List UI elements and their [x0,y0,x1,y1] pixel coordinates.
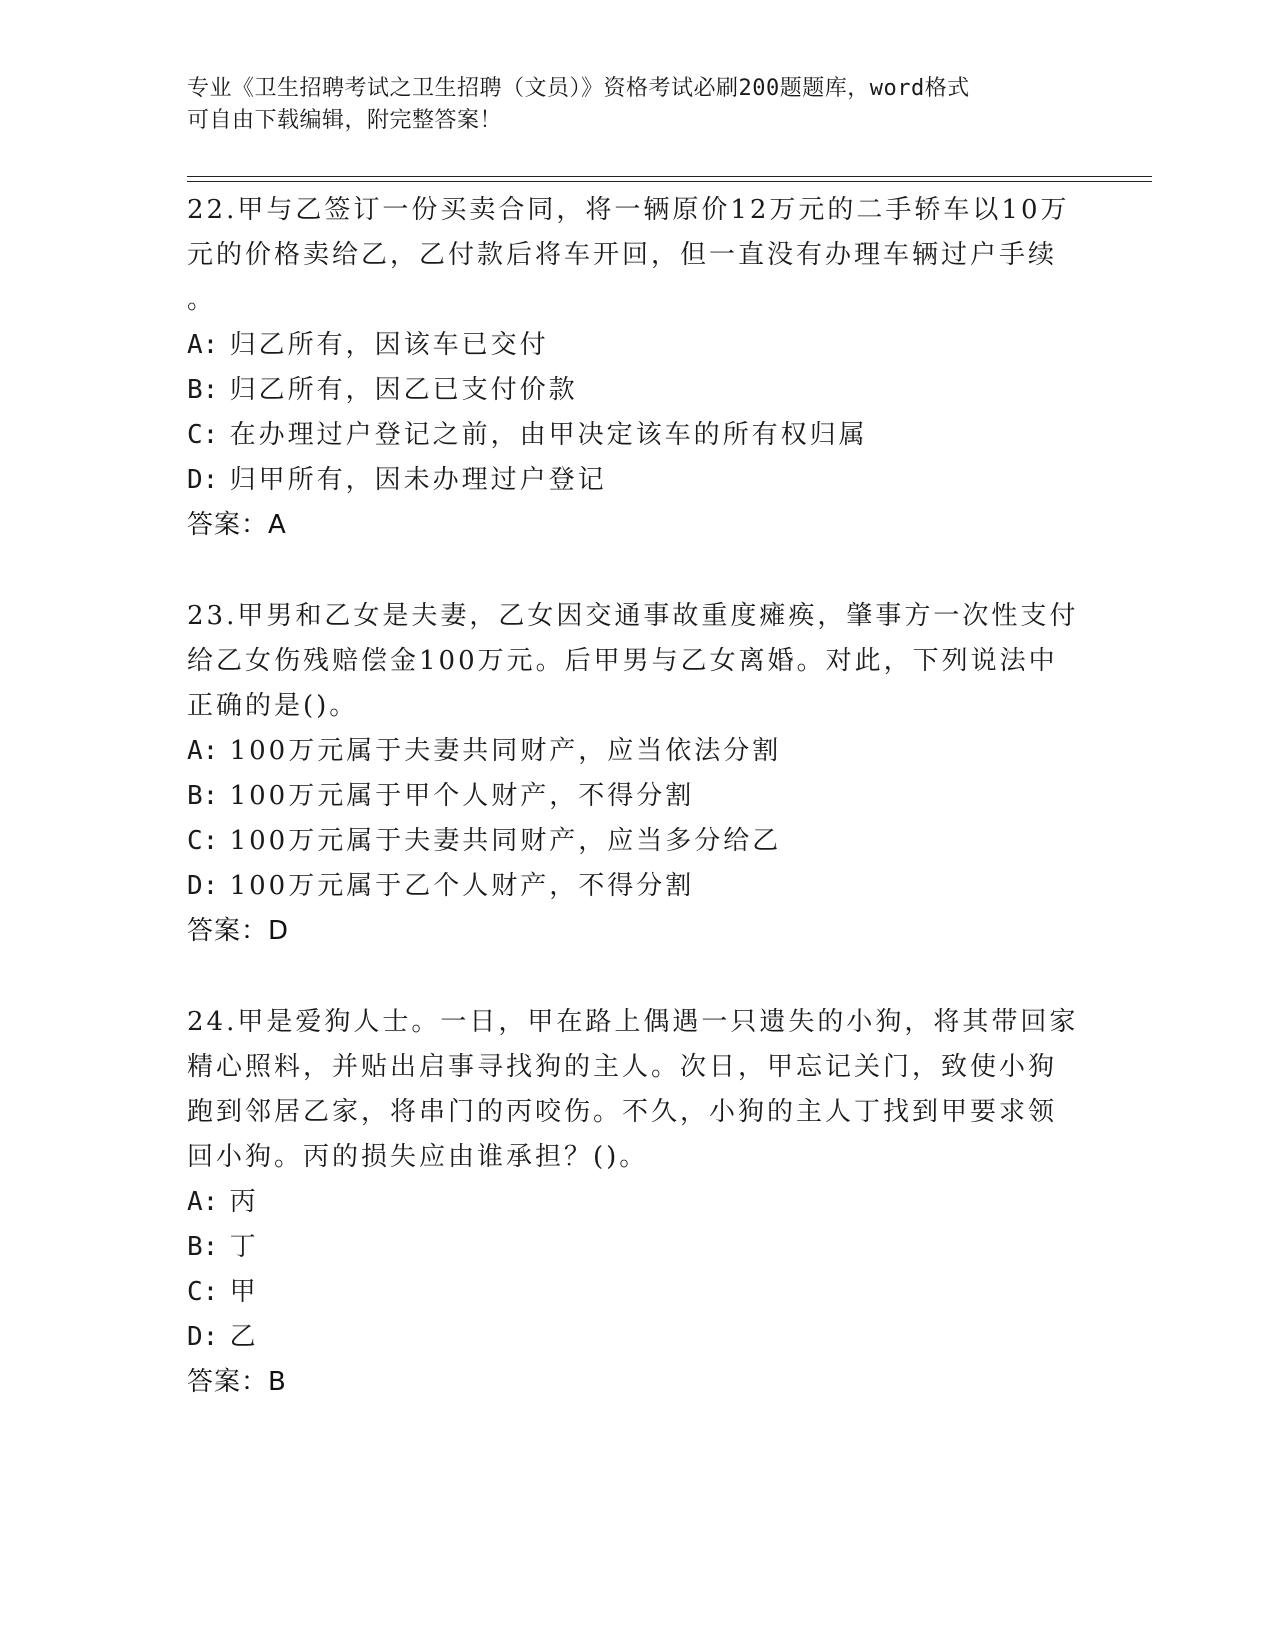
option-b [187,774,1087,819]
option-text: 在办理过户登记之前，由甲决定该车的所有权归属 [229,420,868,450]
option-letter: C: [187,1277,219,1307]
option-text: 100万元属于夫妻共同财产，应当多分给乙 [229,826,782,856]
document-header [187,73,1067,137]
option-a [187,323,1087,368]
option-a [187,729,1087,774]
option-letter: B: [187,375,219,405]
option-letter: B: [187,781,219,811]
option-c [187,819,1087,864]
option-letter: C: [187,420,219,450]
header-divider-top [187,176,1152,177]
option-text: 乙 [229,1322,259,1352]
question-spacer [187,548,1087,594]
question-22 [187,188,1087,548]
option-text: 归乙所有，因该车已交付 [229,330,549,360]
option-a [187,1180,1087,1225]
question-stem-line: 回小狗。丙的损失应由谁承担？()。 [187,1142,649,1172]
option-letter: A: [187,1187,219,1217]
option-letter: A: [187,330,219,360]
header-divider-bottom [187,181,1152,182]
question-stem-line: 23.甲男和乙女是夫妻，乙女因交通事故重度瘫痪，肇事方一次性支付 [187,601,1079,631]
header-line-1: 专业《卫生招聘考试之卫生招聘（文员）》资格考试必刷200题题库，word格式 [187,76,970,101]
question-spacer [187,954,1087,1000]
option-letter: C: [187,826,219,856]
option-b [187,368,1087,413]
question-stem-line: 22.甲与乙签订一份买卖合同，将一辆原价12万元的二手轿车以10万 [187,195,1070,225]
header-line-2: 可自由下载编辑，附完整答案！ [187,108,503,133]
option-text: 丙 [229,1187,259,1217]
option-text: 归乙所有，因乙已支付价款 [229,375,578,405]
option-text: 100万元属于甲个人财产，不得分割 [229,781,695,811]
option-letter: D: [187,871,219,901]
option-text: 100万元属于乙个人财产，不得分割 [229,871,695,901]
option-letter: D: [187,1322,219,1352]
question-stem-line: 精心照料，并贴出启事寻找狗的主人。次日，甲忘记关门，致使小狗 [187,1052,1058,1082]
answer-line: 答案：B [187,1367,287,1397]
option-text: 归甲所有，因未办理过户登记 [229,465,607,495]
option-text: 甲 [229,1277,259,1307]
option-d [187,1315,1087,1360]
question-stem-line: 给乙女伤残赔偿金100万元。后甲男与乙女离婚。对此，下列说法中 [187,646,1058,676]
question-stem-line: 。 [187,285,217,315]
option-d [187,458,1087,503]
option-d [187,864,1087,909]
option-text: 丁 [229,1232,259,1262]
option-c [187,1270,1087,1315]
option-c [187,413,1087,458]
option-letter: B: [187,1232,219,1262]
answer-line: 答案：A [187,510,287,540]
option-letter: A: [187,736,219,766]
option-letter: D: [187,465,219,495]
question-stem-line: 元的价格卖给乙，乙付款后将车开回，但一直没有办理车辆过户手续 [187,240,1058,270]
question-23 [187,594,1087,954]
option-text: 100万元属于夫妻共同财产，应当依法分割 [229,736,782,766]
question-24 [187,1000,1087,1405]
question-stem-line: 正确的是()。 [187,691,359,721]
question-stem-line: 跑到邻居乙家，将串门的丙咬伤。不久，小狗的主人丁找到甲要求领 [187,1097,1058,1127]
answer-line: 答案：D [187,916,290,946]
question-list [187,188,1087,1405]
question-stem-line: 24.甲是爱狗人士。一日，甲在路上偶遇一只遗失的小狗，将其带回家 [187,1007,1079,1037]
option-b [187,1225,1087,1270]
